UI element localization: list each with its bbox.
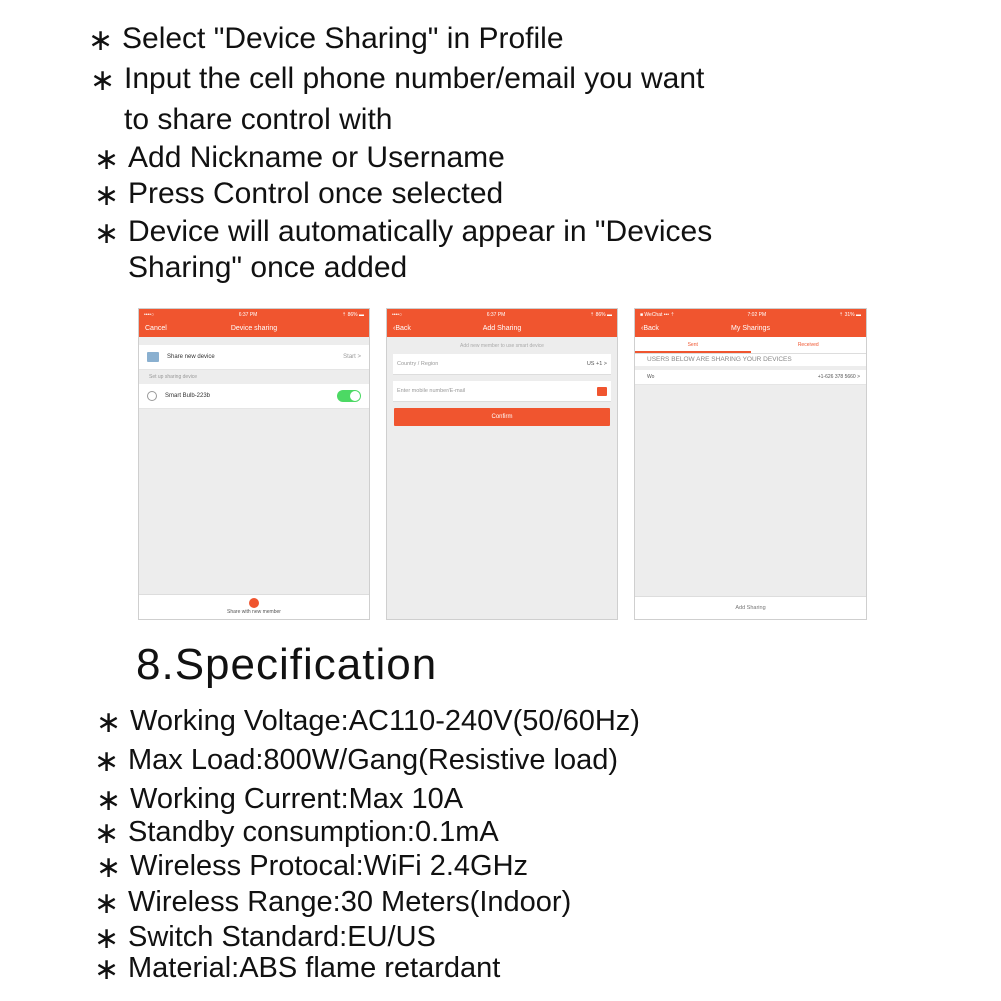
bullet-star-icon: ∗ bbox=[94, 179, 120, 212]
bulb-icon bbox=[147, 391, 157, 401]
bullet-star-icon: ∗ bbox=[94, 817, 120, 850]
instruction-item: ∗ Press Control once selected bbox=[94, 177, 504, 212]
bullet-star-icon: ∗ bbox=[94, 887, 120, 920]
phone-screenshot-add-sharing bbox=[386, 308, 618, 620]
hint-text: Add new member to use smart device bbox=[460, 343, 544, 349]
start-link[interactable]: Start > bbox=[343, 354, 361, 360]
phone-screenshot-my-sharings bbox=[634, 308, 867, 620]
share-new-device-row[interactable]: Share new device Start > bbox=[139, 345, 369, 370]
spec-item: ∗ Wireless Protocal:WiFi 2.4GHz bbox=[96, 850, 529, 884]
spec-item: ∗ Material:ABS flame retardant bbox=[94, 952, 501, 986]
spec-item: ∗ Max Load:800W/Gang(Resistive load) bbox=[94, 744, 619, 778]
device-icon bbox=[147, 352, 159, 362]
phone-email-input[interactable]: Enter mobile number/E-mail bbox=[393, 381, 611, 402]
bullet-star-icon: ∗ bbox=[94, 217, 120, 250]
nav-bar bbox=[387, 320, 617, 337]
users-sharing-label: USERS BELOW ARE SHARING YOUR DEVICES bbox=[635, 354, 866, 366]
bullet-star-icon: ∗ bbox=[94, 143, 120, 176]
tab-received[interactable]: Received bbox=[797, 342, 819, 348]
add-sharing-button[interactable]: Add Sharing bbox=[635, 596, 866, 619]
instruction-item: ∗ Device will automatically appear in "Devices bbox=[94, 215, 713, 250]
instruction-continuation: to share control with bbox=[124, 103, 393, 136]
back-button[interactable]: ‹Back bbox=[393, 325, 411, 332]
cancel-button[interactable]: Cancel bbox=[145, 325, 167, 332]
status-bar: ••••○ 6:37 PM ⇡ 86% ▬ bbox=[139, 309, 369, 320]
confirm-button[interactable]: Confirm bbox=[394, 408, 610, 426]
country-region-select[interactable]: Country / Region US +1 > bbox=[393, 354, 611, 375]
phone-screenshot-device-sharing bbox=[138, 308, 370, 620]
nav-title: My Sharings bbox=[731, 325, 770, 332]
bullet-star-icon: ∗ bbox=[96, 784, 122, 817]
spec-item: ∗ Standby consumption:0.1mA bbox=[94, 816, 499, 850]
spec-item: ∗ Working Voltage:AC110-240V(50/60Hz) bbox=[96, 705, 640, 739]
bullet-star-icon: ∗ bbox=[88, 24, 114, 57]
instruction-item: ∗ Select "Device Sharing" in Profile bbox=[88, 22, 564, 57]
section-label: Set up sharing device bbox=[149, 374, 198, 380]
person-add-icon bbox=[249, 598, 259, 608]
instruction-item: ∗ Input the cell phone number/email you want bbox=[90, 62, 705, 97]
share-with-new-member-button[interactable]: Share with new member bbox=[139, 594, 369, 619]
bullet-star-icon: ∗ bbox=[90, 64, 116, 97]
spec-heading: 8.Specification bbox=[136, 640, 438, 689]
nav-bar bbox=[139, 320, 369, 337]
back-button[interactable]: ‹Back bbox=[641, 325, 659, 332]
nav-title: Device sharing bbox=[230, 325, 278, 332]
bullet-star-icon: ∗ bbox=[96, 706, 122, 739]
bullet-star-icon: ∗ bbox=[96, 851, 122, 884]
instruction-continuation: Sharing" once added bbox=[128, 251, 408, 284]
nav-title: Add Sharing bbox=[482, 325, 522, 332]
device-toggle[interactable] bbox=[337, 390, 361, 402]
bullet-star-icon: ∗ bbox=[94, 922, 120, 955]
bullet-star-icon: ∗ bbox=[94, 953, 120, 986]
shared-user-row[interactable]: Wo +1-626 378 5660 > bbox=[635, 370, 866, 385]
spec-item: ∗ Wireless Range:30 Meters(Indoor) bbox=[94, 886, 572, 920]
tab-bar bbox=[635, 337, 866, 354]
status-bar: ■ WeChat ••• ⇡ 7:02 PM ⇡ 31% ▬ bbox=[635, 309, 866, 320]
bullet-star-icon: ∗ bbox=[94, 745, 120, 778]
spec-item: ∗ Switch Standard:EU/US bbox=[94, 921, 436, 955]
nav-bar bbox=[635, 320, 866, 337]
instruction-item: ∗ Add Nickname or Username bbox=[94, 141, 505, 176]
spec-item: ∗ Working Current:Max 10A bbox=[96, 783, 464, 817]
tab-sent[interactable]: Sent bbox=[635, 337, 751, 353]
device-row[interactable]: Smart Bulb-223b bbox=[139, 384, 369, 409]
status-bar: ••••○ 6:37 PM ⇡ 86% ▬ bbox=[387, 309, 617, 320]
contacts-icon[interactable] bbox=[597, 387, 607, 396]
